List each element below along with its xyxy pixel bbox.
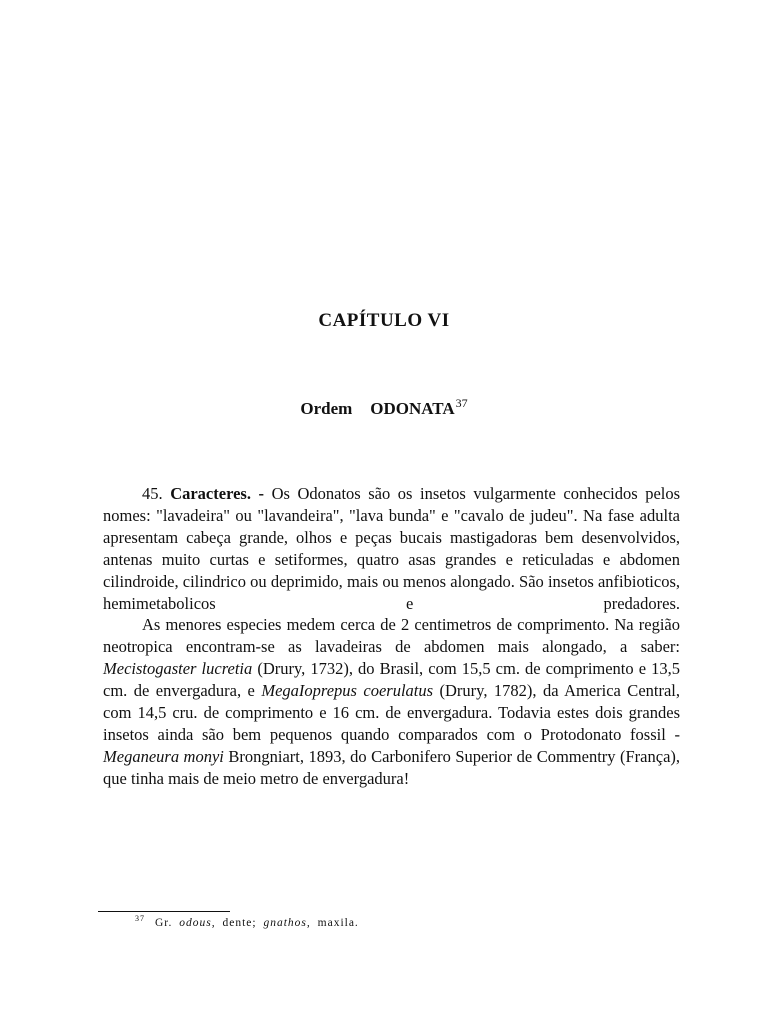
chapter-body [103, 483, 680, 790]
footnote-term: gnathos, [263, 917, 311, 929]
footnote-reference: 37 [455, 396, 468, 410]
species-name: MegaIoprepus coerulatus [261, 681, 434, 701]
footnote-text: Gr. [155, 917, 173, 929]
section-heading: Caracteres. - [170, 484, 265, 503]
footnote [135, 914, 359, 929]
footnote-text: dente; [222, 917, 257, 929]
paragraph-text: As menores especies medem cerca de 2 centimetros de comprimento. Na região neotropica encontram-se as lavadeiras de abdomen mais alongado, a saber: [103, 615, 680, 657]
order-label: Ordem [300, 399, 353, 418]
footnote-term: odous, [179, 917, 216, 929]
footnote-number: 37 [135, 914, 145, 923]
footnote-divider [98, 911, 230, 912]
species-name: Meganeura monyi [103, 746, 224, 766]
footnote-text: maxila. [317, 917, 359, 929]
chapter-title: CAPÍTULO VI [318, 310, 450, 331]
paragraph-text: (Drury, 1782), da America Central, com 14,5 cru. de comprimento e 16 cm. de envergadura. Todavia estes dois grandes insetos ainda são bem pequenos quando comparados com o Protodonato fossil - [103, 681, 681, 744]
order-heading [0, 396, 768, 419]
section-number: 45. [142, 484, 163, 503]
paragraph-sizes [103, 614, 680, 789]
paragraph-characteristics [103, 483, 680, 614]
species-name: Mecistogaster lucretia [103, 659, 253, 679]
paragraph-text: Brongniart, 1893, do Carbonifero Superior de Commentry (França), que tinha mais de meio metro de envergadura! [103, 746, 681, 788]
order-name: ODONATA [370, 399, 455, 418]
paragraph-text: (Drury, 1732), do Brasil, com 15,5 cm. de comprimento e 13,5 cm. de envergadura, e [103, 659, 680, 701]
paragraph-text: Os Odonatos são os insetos vulgarmente conhecidos pelos nomes: "lavadeira" ou "lavandeira", "lava bunda" e "cavalo de judeu". Na fase adulta apresentam cabeça grande, olhos e peças bucais mastigadoras bem desenvolvidos, antenas muito curtas e setiformes, quatro asas grandes e reticuladas e abdomen cilindroide, cilindrico ou deprimido, mais ou menos alongado. São insetos anfibioticos, hemimetabolicos e predadores. [103, 484, 681, 613]
